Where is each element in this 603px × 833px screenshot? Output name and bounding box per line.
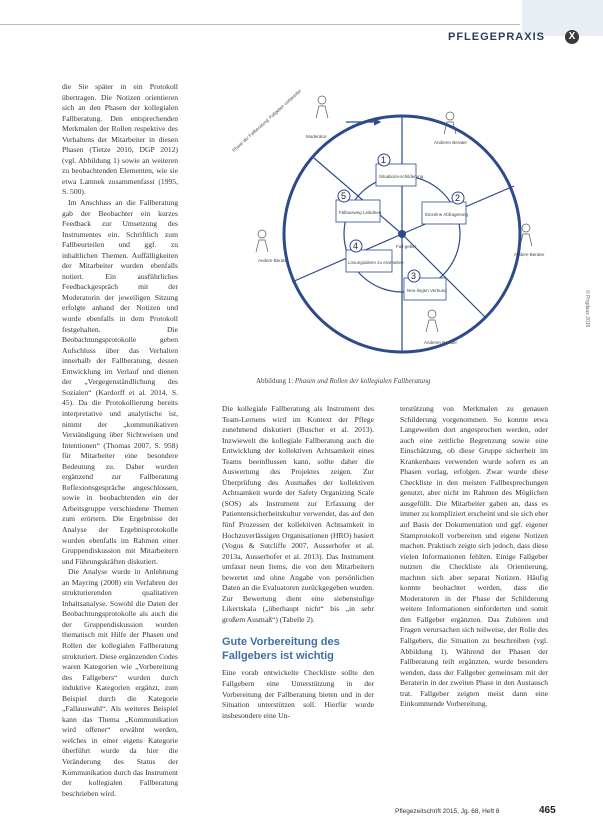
svg-text:Situations-schilderung: Situations-schilderung <box>379 174 424 179</box>
person-icon <box>426 310 438 332</box>
paragraph: Im Anschluss an die Fallberatung gab der Beobachter ein kurzes Feedback zur Umsetzung des Instrumentes ein. Schriftlich zum Fallbeurteilen und ggf. zu inhaltlichen Themen. Auffälligkeiten der Mitarbeiter wurden ebenfalls notiert. Ein ausführliches Feedbackgespräch mit der Moderatorin der jeweiligen Sitzung erfolgte anhand der Notizen und wurde ebenfalls in dem Protokoll festgehalten. Die Beobachtungsprotokolle geben Aufschluss über das Verhalten innerhalb der Fallberatung, dessen Entwicklung im Verlauf und dienen der „Vergegenständlichung des Sozialen“ (Kardorff et al. 2014, S. 45). Da die Protokollierung bereits interpretative und analytische ist, nimmt der „kommunikativen Verständigung über Sichtweisen und Intentionen“ (Thomas 2007, S. 958) für Mitarbeiter eine besondere Bedeutung zu. Daher wurden ergänzend zur Fallberatung Reflexionsgespräche angeschlossen, sowie in beobachtenden ein der Arbeitsgruppe verschiedene Themen zum erörtern. Die Ergebnisse der Analyse der Ergebnisprotokolle wurden ebenfalls im Rahmen einer Gruppendiskussion mit Mitarbeitern und Führungskräften diskutiert. <box>62 198 178 566</box>
caption-text: Phasen und Rollen der kollegialen Fallberatung <box>294 377 431 385</box>
svg-text:1: 1 <box>381 155 387 165</box>
phase-3 <box>404 270 447 300</box>
svg-text:Lösungsideen zu erarbeiten: Lösungsideen zu erarbeiten <box>348 260 404 265</box>
figure-caption <box>256 377 576 386</box>
person-icon <box>256 230 268 252</box>
section-label: PFLEGEPRAXIS <box>448 31 545 43</box>
section-subhead: Gute Vorbereitung des Fallgebers ist wichtig <box>222 636 340 663</box>
svg-text:4: 4 <box>353 241 359 251</box>
center-dot <box>398 230 406 238</box>
paragraph: Die Analyse wurde in Anlehnung an Mayring (2008) ein Verfahren der strukturierenden qualitativen Inhaltsanalyse. Sowohl die Daten der Beobachtungsprotokolle als auch die der Gruppendiskussion wurden thematisch mit Hilfe der Phasen und Rollen der kollegialen Fallberatung strukturiert. Diese ergänzenden Codes waren Kategorien wie „Vorbereitung des Fallgebers“ wurden durch induktive Kategorien ergänzt, zum Beispiel durch die Kategorie „Fallauswahl“. Als weiteres Beispiel kann das Thema „Kommunikation wird offener“ erwähnt werden, welches in einer eigens Kategorie überführt wurde da hier die Veränderung des Status der Kommunikation durch das Instrument der kollegialen Fallberatung beschrieben wird. <box>62 567 178 798</box>
footer-source: Pflegezeitschrift 2015, Jg. 68, Heft 8 <box>395 808 500 815</box>
phase-2 <box>422 192 469 224</box>
paragraph: terstützung von Merkmalen zu genauen Schilderung vorgenommen. So konnte etwa Langeweilen dort angesprochen werden, oder auch eine zeitliche Begrenzung sowie eine Einschätzung, ob diese Gruppe sicherheit im Krankenhaus verwenden wurde sofern es an Phasen vorlag, erfolgen. Zwar wurde diese Checkliste in den meisten Fallbesprechungen genutzt, aber nicht im Rahmen des Möglichen ausgefüllt. Die Mitarbeiter gaben an, dass es immer zu kompliziert erscheint und sie sich eher auf Basis der Dokumentation und ggf. eigener Stamprotokoll vorbereiten und eigene Notizen machen. Praktisch zeigte sich jedoch, dass diese vielen Informationen fehlten. Einige Fallgeber nutzten die Checkliste als Orientierung, machten sich aber separat Notizen. Häufig konnte beobachtet werden, dass die Moderatoren in der Phase der Schilderung weitere Informationen einforderten und somit den Fallgeber ergänzten. Das Zuhören und Fragen verursachen sich teilweise, der Rolle des Fallgebers, die Situation zu beschreiben (vgl. Abbildung 1). Während der Phasen der Fallberatung teilt ergänzten, wurde besonders wenden, dass der Fallgeber gemeinsam mit der Beraterin in der zweiten Phase in den Austausch trat. Fallgeber zeigten meist dann eine Einkommende Vorbereitung. <box>400 404 548 709</box>
middle-column <box>222 404 374 814</box>
page-number: 465 <box>539 805 556 816</box>
role-label: Anderen Berater <box>424 340 458 345</box>
side-label: Phase der Fallberatung: Fallgeber vorbereitet <box>231 88 302 153</box>
role-label: Andere Berater <box>258 258 289 263</box>
person-icon <box>520 224 532 246</box>
svg-text:3: 3 <box>411 271 417 281</box>
phase-circle-diagram <box>196 82 574 372</box>
photo-credit: © Prigdaus 2015 <box>584 290 590 328</box>
header-rule <box>0 24 520 25</box>
role-label: Andere Berater <box>514 252 545 257</box>
svg-text:Neu-lingen Verbund: Neu-lingen Verbund <box>407 288 447 293</box>
figure-diagram <box>196 82 574 372</box>
top-label: Moderator <box>306 134 327 139</box>
paragraph: Die kollegiale Fallberatung als Instrument des Team-Lernens wird im Kontext der Pflege zunehmend diskutiert (Buscher et al. 2013). Inzwiewelt die kollegiale Fallberatung auch die Entwicklung der kollektiven Achtsamkeit eines Teams beeinflussen kann, sollte daher die Auswertung des Projektes zeigen. Zur Überprüfung des Ausmaßes der kollektiven Achtsamkeit wurde der Safety Organizing Scale (SOS) als Instrument zur Erfassung der Patientensicherheitskultur verwendet, das auf den fünf Prozessen der kollektiven Achtsamkeit in Hochzuverlässigen Organisationen (HRO) basiert (Vogus & Sutcliffe 2007, Ausserhofer et al. 2013a, Ausserhofer et al. 2013). Das Instrument umfasst neun Items, die von den Mitarbeitern bewertet und ohne Angabe von persönlichen Daten an die Evaluatoren zurückgegeben wurden. Zur Bewertung dient eine siebenstufige Likertskala („überhaupt nicht“ bis „in sehr großem Ausmaß“) (Tabelle 2). <box>222 404 374 624</box>
paragraph: Eine vorab entwickelte Checkliste sollte den Fallgebern eine Unterstützung in der Vorbereitung der Fallberatung bieten und in der Situation unterstützen soll. Hierfür wurde insbesondere eine Un- <box>222 668 374 720</box>
svg-text:Fallausweg Leitideen: Fallausweg Leitideen <box>339 210 382 215</box>
role-label: Anderen Berater <box>434 140 468 145</box>
caption-label: Abbildung 1: <box>256 377 294 385</box>
svg-text:Einzelne Abfrage­rung: Einzelne Abfragerung <box>425 212 469 217</box>
close-icon: X <box>565 30 579 44</box>
paragraph: die Sie später in ein Protokoll übertragen. Die Notizen orientieren sich an den Phasen der kollegialen Fallberatung. Den entsprechenden Merkmalen der Rollen respektive des Verhaltens der Mitarbeiter in diesen Phasen (Tietze 2010, DGP 2012) (vgl. Abbildung 1) sowie an weiteren zu beobachtenden Elementen, wie sie etwa Lamnek zusammenfasst (1995, S. 500). <box>62 82 178 197</box>
svg-text:2: 2 <box>455 193 461 203</box>
phase-1 <box>376 154 424 186</box>
svg-text:5: 5 <box>341 191 347 201</box>
left-column <box>62 82 178 812</box>
center-label: Fall-geber <box>396 244 417 249</box>
right-column <box>400 404 548 814</box>
person-icon <box>316 96 328 118</box>
